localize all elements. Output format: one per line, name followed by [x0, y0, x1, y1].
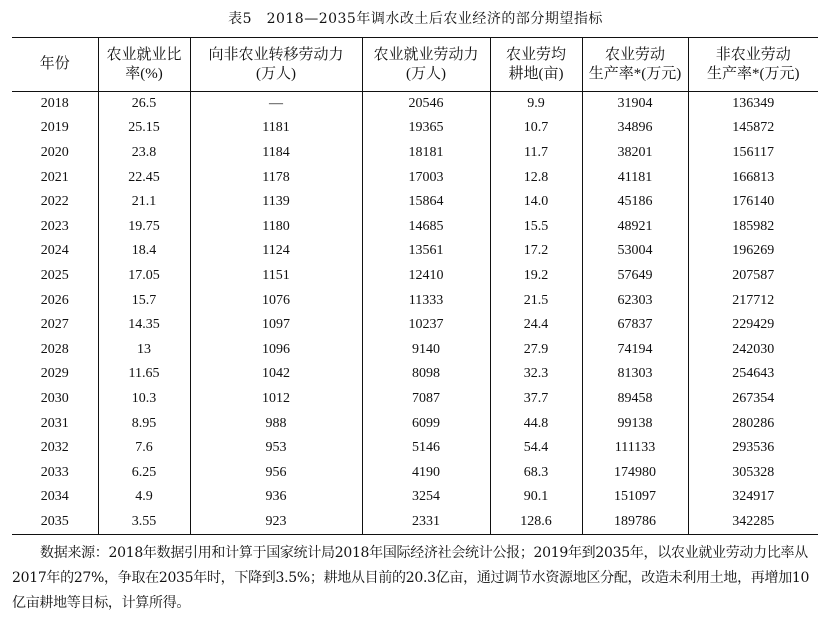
- agri-employment-ratio-cell: 4.9: [98, 485, 190, 510]
- agri-productivity-cell: 189786: [582, 510, 688, 535]
- agri-labor-cell: 15864: [362, 190, 490, 215]
- agri-labor-cell: 2331: [362, 510, 490, 535]
- agri-employment-ratio-cell: 13: [98, 337, 190, 362]
- table-row: [12, 239, 818, 264]
- agri-productivity-cell: 151097: [582, 485, 688, 510]
- table-row: [12, 165, 818, 190]
- nonagri-productivity-cell: 293536: [688, 436, 818, 461]
- land-per-worker-cell: 12.8: [490, 165, 582, 190]
- year-cell: 2019: [40, 120, 69, 136]
- transfer-labor-cell: —: [190, 92, 362, 117]
- nonagri-productivity-cell: 342285: [688, 510, 818, 535]
- land-per-worker-cell: 32.3: [490, 362, 582, 387]
- agri-employment-ratio-cell: 11.65: [98, 362, 190, 387]
- transfer-labor-cell: 1180: [190, 214, 362, 239]
- land-per-worker-cell: 27.9: [490, 337, 582, 362]
- year-cell: 2025: [40, 267, 69, 283]
- nonagri-productivity-cell: 217712: [688, 288, 818, 313]
- agri-labor-cell: 13561: [362, 239, 490, 264]
- nonagri-productivity-cell: 185982: [688, 214, 818, 239]
- year-cell: 2033: [40, 464, 69, 480]
- agri-productivity-cell: 89458: [582, 387, 688, 412]
- nonagri-productivity-cell: 136349: [688, 92, 818, 117]
- table-row: [12, 116, 818, 141]
- indicator-table: [12, 37, 818, 535]
- agri-productivity-cell: 48921: [582, 214, 688, 239]
- agri-productivity-cell: 62303: [582, 288, 688, 313]
- table-row: [12, 362, 818, 387]
- transfer-labor-cell: 1178: [190, 165, 362, 190]
- table-row: [12, 141, 818, 166]
- agri-labor-cell: 19365: [362, 116, 490, 141]
- agri-productivity-cell: 57649: [582, 264, 688, 289]
- nonagri-productivity-cell: 156117: [688, 141, 818, 166]
- land-per-worker-cell: 44.8: [490, 411, 582, 436]
- nonagri-productivity-cell: 305328: [688, 460, 818, 485]
- nonagri-productivity-cell: 207587: [688, 264, 818, 289]
- nonagri-productivity-cell: 145872: [688, 116, 818, 141]
- nonagri-productivity-cell: 166813: [688, 165, 818, 190]
- land-per-worker-cell: 24.4: [490, 313, 582, 338]
- agri-productivity-cell: 31904: [582, 92, 688, 117]
- land-per-worker-header: 农业劳均 耕地(亩): [490, 38, 582, 92]
- agri-productivity-cell: 67837: [582, 313, 688, 338]
- agri-labor-cell: 20546: [362, 92, 490, 117]
- transfer-labor-cell: 1184: [190, 141, 362, 166]
- land-per-worker-cell: 54.4: [490, 436, 582, 461]
- year-cell: 2027: [40, 317, 69, 333]
- agri-productivity-cell: 53004: [582, 239, 688, 264]
- transfer-labor-cell: 923: [190, 510, 362, 535]
- year-cell: 2028: [40, 341, 69, 357]
- agri-productivity-cell: 111133: [582, 436, 688, 461]
- transfer-labor-cell: 953: [190, 436, 362, 461]
- agri-employment-ratio-cell: 7.6: [98, 436, 190, 461]
- agri-labor-cell: 12410: [362, 264, 490, 289]
- table-row: [12, 337, 818, 362]
- agri-labor-cell: 6099: [362, 411, 490, 436]
- agri-productivity-cell: 41181: [582, 165, 688, 190]
- land-per-worker-cell: 11.7: [490, 141, 582, 166]
- agri-labor-cell: 7087: [362, 387, 490, 412]
- transfer-labor-cell: 1139: [190, 190, 362, 215]
- table-row: [12, 510, 818, 535]
- transfer-labor-cell: 1076: [190, 288, 362, 313]
- agri-labor-cell: 17003: [362, 165, 490, 190]
- nonagri-productivity-cell: 242030: [688, 337, 818, 362]
- agri-employment-ratio-cell: 18.4: [98, 239, 190, 264]
- land-per-worker-cell: 10.7: [490, 116, 582, 141]
- table-row: [12, 436, 818, 461]
- agri-productivity-cell: 81303: [582, 362, 688, 387]
- transfer-labor-cell: 1124: [190, 239, 362, 264]
- agri-productivity-header: 农业劳动 生产率*(万元): [582, 38, 688, 92]
- nonagri-productivity-cell: 324917: [688, 485, 818, 510]
- transfer-labor-cell: 1096: [190, 337, 362, 362]
- nonagri-productivity-cell: 196269: [688, 239, 818, 264]
- year-cell: 2022: [40, 194, 69, 210]
- transfer-labor-cell: 1097: [190, 313, 362, 338]
- agri-employment-ratio-cell: 17.05: [98, 264, 190, 289]
- land-per-worker-cell: 68.3: [490, 460, 582, 485]
- transfer-labor-cell: 936: [190, 485, 362, 510]
- table-row: [12, 288, 818, 313]
- table-title: 表5 2018—2035年调水改土后农业经济的部分期望指标: [228, 11, 603, 27]
- agri-labor-cell: 14685: [362, 214, 490, 239]
- agri-productivity-cell: 74194: [582, 337, 688, 362]
- transfer-labor-cell: 988: [190, 411, 362, 436]
- agri-employment-ratio-cell: 14.35: [98, 313, 190, 338]
- transfer-labor-cell: 956: [190, 460, 362, 485]
- agri-employment-ratio-cell: 23.8: [98, 141, 190, 166]
- land-per-worker-cell: 9.9: [490, 92, 582, 117]
- table-row: [12, 190, 818, 215]
- table-row: [12, 411, 818, 436]
- year-cell: 2026: [40, 292, 69, 308]
- year-cell: 2021: [40, 169, 69, 185]
- year-cell: 2018: [40, 96, 69, 112]
- table-row: [12, 313, 818, 338]
- nonagri-productivity-cell: 267354: [688, 387, 818, 412]
- land-per-worker-cell: 90.1: [490, 485, 582, 510]
- land-per-worker-cell: 128.6: [490, 510, 582, 535]
- transfer-labor-cell: 1181: [190, 116, 362, 141]
- land-per-worker-cell: 15.5: [490, 214, 582, 239]
- table-body: [12, 92, 818, 535]
- transfer-labor-cell: 1151: [190, 264, 362, 289]
- agri-labor-cell: 5146: [362, 436, 490, 461]
- agri-employment-ratio-cell: 19.75: [98, 214, 190, 239]
- land-per-worker-cell: 21.5: [490, 288, 582, 313]
- year-cell: 2031: [40, 415, 69, 431]
- agri-labor-cell: 8098: [362, 362, 490, 387]
- year-cell: 2035: [12, 510, 98, 535]
- table-row: [12, 214, 818, 239]
- agri-labor-cell: 3254: [362, 485, 490, 510]
- agri-employment-ratio-cell: 26.5: [98, 92, 190, 117]
- year-cell: 2020: [40, 144, 69, 160]
- nonagri-productivity-cell: 176140: [688, 190, 818, 215]
- year-header: 年份: [12, 38, 98, 92]
- agri-labor-cell: 10237: [362, 313, 490, 338]
- agri-employment-ratio-cell: 8.95: [98, 411, 190, 436]
- agri-productivity-cell: 174980: [582, 460, 688, 485]
- table-header-row: [12, 38, 818, 92]
- agri-productivity-cell: 99138: [582, 411, 688, 436]
- nonagri-productivity-cell: 280286: [688, 411, 818, 436]
- table-row: [12, 485, 818, 510]
- agri-labor-cell: 11333: [362, 288, 490, 313]
- nonagri-productivity-cell: 229429: [688, 313, 818, 338]
- agri-employment-ratio-cell: 3.55: [98, 510, 190, 535]
- agri-employment-ratio-cell: 6.25: [98, 460, 190, 485]
- transfer-labor-cell: 1012: [190, 387, 362, 412]
- year-cell: 2024: [40, 243, 69, 259]
- agri-labor-header: 农业就业劳动力 (万人): [362, 38, 490, 92]
- year-cell: 2030: [40, 390, 69, 406]
- agri-employment-ratio-cell: 21.1: [98, 190, 190, 215]
- data-source-note: 数据来源：2018年数据引用和计算于国家统计局2018年国际经济社会统计公报；2019年到2035年，以农业就业劳动力比率从2017年的27%，争取在2035年时，下降到3.5%；耕地从目前的20.3亿亩，通过调节水资源地区分配，改造未利用土地，再增加10亿亩耕地等目标，计算所得。: [12, 545, 810, 611]
- transfer-labor-cell: 1042: [190, 362, 362, 387]
- table-row: [12, 264, 818, 289]
- agri-employment-ratio-cell: 22.45: [98, 165, 190, 190]
- land-per-worker-cell: 19.2: [490, 264, 582, 289]
- agri-productivity-cell: 38201: [582, 141, 688, 166]
- land-per-worker-cell: 17.2: [490, 239, 582, 264]
- agri-productivity-cell: 45186: [582, 190, 688, 215]
- land-per-worker-cell: 14.0: [490, 190, 582, 215]
- table-row: [12, 92, 818, 117]
- agri-productivity-cell: 34896: [582, 116, 688, 141]
- agri-labor-cell: 4190: [362, 460, 490, 485]
- table-row: [12, 387, 818, 412]
- table-row: [12, 460, 818, 485]
- agri-employment-ratio-cell: 10.3: [98, 387, 190, 412]
- transfer-labor-header: 向非农业转移劳动力 (万人): [190, 38, 362, 92]
- agri-employment-ratio-header: 农业就业比 率(%): [98, 38, 190, 92]
- nonagri-productivity-header: 非农业劳动 生产率*(万元): [688, 38, 818, 92]
- year-cell: 2023: [40, 218, 69, 234]
- agri-labor-cell: 18181: [362, 141, 490, 166]
- agri-labor-cell: 9140: [362, 337, 490, 362]
- year-cell: 2029: [40, 366, 69, 382]
- agri-employment-ratio-cell: 15.7: [98, 288, 190, 313]
- year-cell: 2034: [40, 489, 69, 505]
- nonagri-productivity-cell: 254643: [688, 362, 818, 387]
- land-per-worker-cell: 37.7: [490, 387, 582, 412]
- year-cell: 2032: [40, 440, 69, 456]
- agri-employment-ratio-cell: 25.15: [98, 116, 190, 141]
